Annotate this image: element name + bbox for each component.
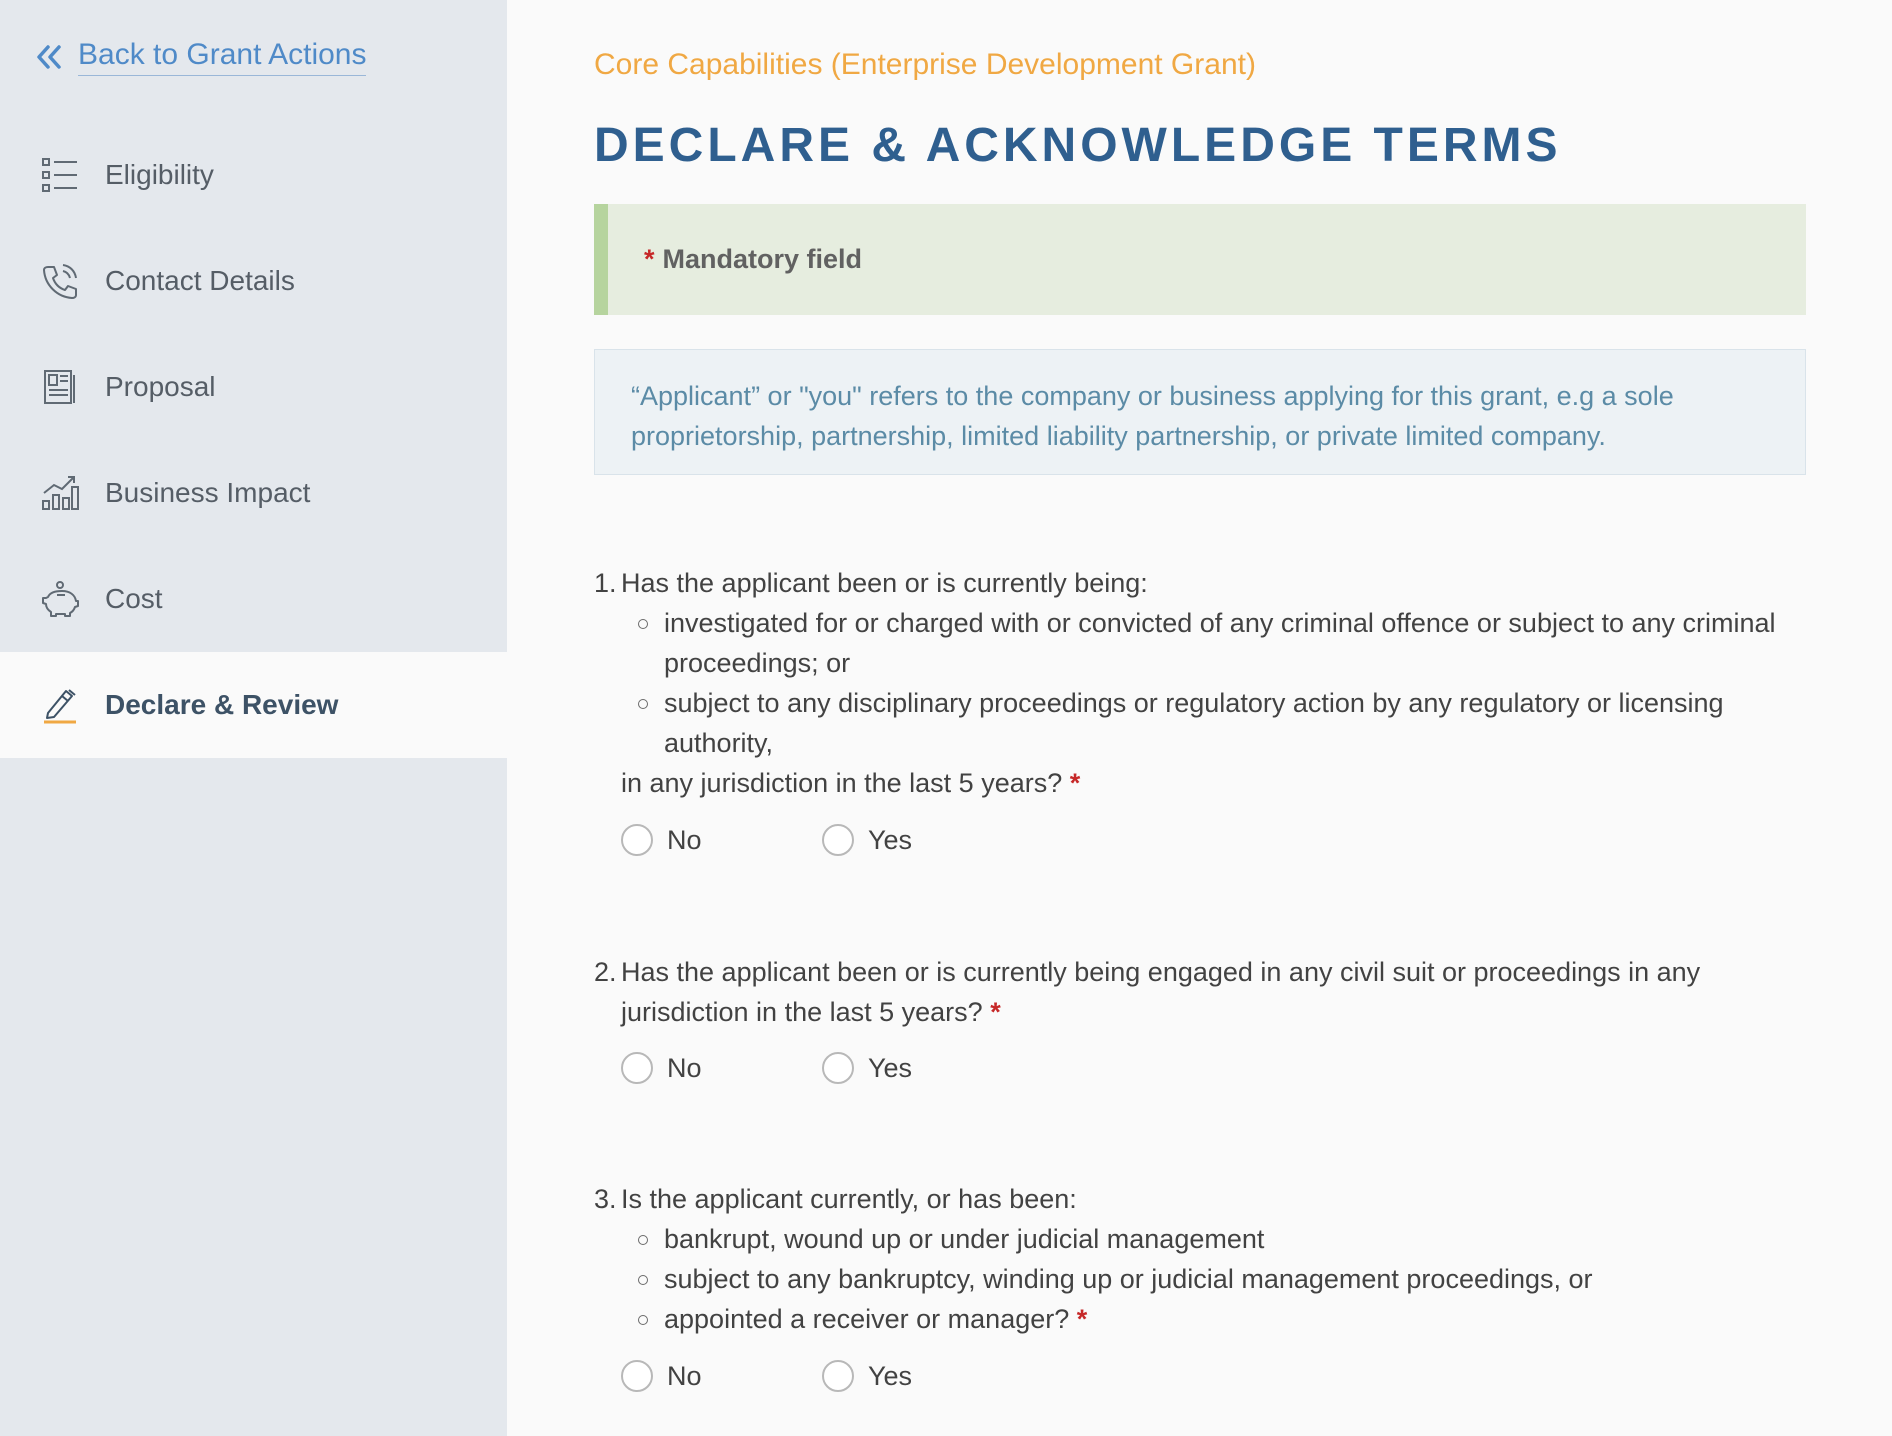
- question-number: 1.: [594, 568, 617, 598]
- radio-label: Yes: [868, 824, 913, 855]
- pen-icon: [40, 685, 80, 725]
- radio-circle[interactable]: [822, 1360, 854, 1392]
- sidebar-item-label: Contact Details: [105, 265, 295, 296]
- required-asterisk: *: [644, 244, 655, 274]
- circle-bullet-icon: [638, 1315, 648, 1325]
- list-item: [664, 603, 1806, 683]
- sidebar-item-label: Eligibility: [105, 159, 214, 190]
- bullet-text: appointed a receiver or manager?: [664, 1304, 1070, 1334]
- q2-radio-no[interactable]: [621, 1052, 822, 1084]
- question-text: Has the applicant been or is currently being:: [621, 568, 1148, 598]
- required-asterisk: *: [1076, 1304, 1088, 1334]
- sidebar: [0, 0, 507, 1436]
- question-2-radio-group: [621, 1052, 1023, 1084]
- sidebar-item-label: Business Impact: [105, 477, 311, 508]
- list-icon: [40, 155, 80, 195]
- double-chevron-left-icon: [34, 42, 64, 72]
- radio-circle[interactable]: [621, 824, 653, 856]
- list-item: [664, 1219, 1806, 1259]
- list-item: [664, 683, 1806, 763]
- q3-radio-no[interactable]: [621, 1360, 822, 1392]
- question-number: 3.: [594, 1184, 617, 1214]
- circle-bullet-icon: [638, 699, 648, 709]
- document-icon: [40, 367, 80, 407]
- circle-bullet-icon: [638, 1275, 648, 1285]
- sidebar-item-contact-details[interactable]: [0, 228, 507, 334]
- grant-subtitle: Core Capabilities (Enterprise Development Grant): [594, 48, 1256, 81]
- bullet-text: subject to any disciplinary proceedings or regulatory action by any regulatory or licensing authority,: [664, 688, 1724, 758]
- sidebar-nav: [0, 122, 507, 758]
- list-item: [664, 1299, 1806, 1339]
- question-1-radio-group: [621, 824, 1023, 856]
- radio-label: No: [667, 1052, 702, 1083]
- required-asterisk: *: [990, 997, 1001, 1027]
- question-text: Is the applicant currently, or has been:: [621, 1184, 1077, 1214]
- list-item: [664, 1259, 1806, 1299]
- q1-radio-yes[interactable]: [822, 824, 1023, 856]
- q1-radio-no[interactable]: [621, 824, 822, 856]
- back-to-grant-actions-link[interactable]: [34, 38, 366, 76]
- bar-chart-icon: [40, 473, 80, 513]
- required-asterisk: *: [1069, 768, 1081, 798]
- sidebar-item-proposal[interactable]: [0, 334, 507, 440]
- sidebar-item-cost[interactable]: [0, 546, 507, 652]
- question-text-content: Has the applicant been or is currently being engaged in any civil suit or proceedings in any jurisdiction in the last 5 years?: [621, 957, 1701, 1027]
- sidebar-item-label: Proposal: [105, 371, 216, 402]
- phone-icon: [40, 261, 80, 301]
- radio-circle[interactable]: [621, 1360, 653, 1392]
- mandatory-field-note: [594, 204, 1806, 315]
- question-3-radio-group: [621, 1360, 1023, 1392]
- question-2: [594, 952, 1806, 1032]
- radio-label: No: [667, 1360, 702, 1391]
- page-title: DECLARE & ACKNOWLEDGE TERMS: [594, 119, 1562, 172]
- radio-circle[interactable]: [822, 1052, 854, 1084]
- question-tail: [621, 763, 1806, 803]
- piggy-bank-icon: [40, 579, 80, 619]
- mandatory-field-label: Mandatory field: [662, 244, 863, 274]
- back-link-label: Back to Grant Actions: [78, 38, 366, 76]
- question-1: [594, 563, 1806, 803]
- bullet-text: subject to any bankruptcy, winding up or judicial management proceedings, or: [664, 1264, 1593, 1294]
- q3-radio-yes[interactable]: [822, 1360, 1023, 1392]
- question-tail-text: in any jurisdiction in the last 5 years?: [621, 768, 1063, 798]
- circle-bullet-icon: [638, 1235, 648, 1245]
- question-3: [594, 1179, 1806, 1339]
- bullet-text: investigated for or charged with or convicted of any criminal offence or subject to any criminal proceedings; or: [664, 608, 1776, 678]
- radio-label: Yes: [868, 1052, 913, 1083]
- sidebar-item-eligibility[interactable]: [0, 122, 507, 228]
- radio-circle[interactable]: [621, 1052, 653, 1084]
- circle-bullet-icon: [638, 619, 648, 629]
- question-text: [621, 952, 1806, 1032]
- sidebar-item-label: Declare & Review: [105, 689, 339, 720]
- question-bullets: [664, 1219, 1806, 1339]
- question-number: 2.: [594, 957, 617, 987]
- sidebar-item-label: Cost: [105, 583, 163, 614]
- radio-circle[interactable]: [822, 824, 854, 856]
- q2-radio-yes[interactable]: [822, 1052, 1023, 1084]
- sidebar-item-business-impact[interactable]: [0, 440, 507, 546]
- applicant-definition-info: “Applicant” or "you" refers to the company or business applying for this grant, e.g a sole proprietorship, partnership, limited liability partnership, or private limited company.: [594, 349, 1806, 475]
- sidebar-item-declare-review[interactable]: [0, 652, 507, 758]
- radio-label: No: [667, 824, 702, 855]
- radio-label: Yes: [868, 1360, 913, 1391]
- question-bullets: [664, 603, 1806, 763]
- bullet-text: bankrupt, wound up or under judicial management: [664, 1224, 1265, 1254]
